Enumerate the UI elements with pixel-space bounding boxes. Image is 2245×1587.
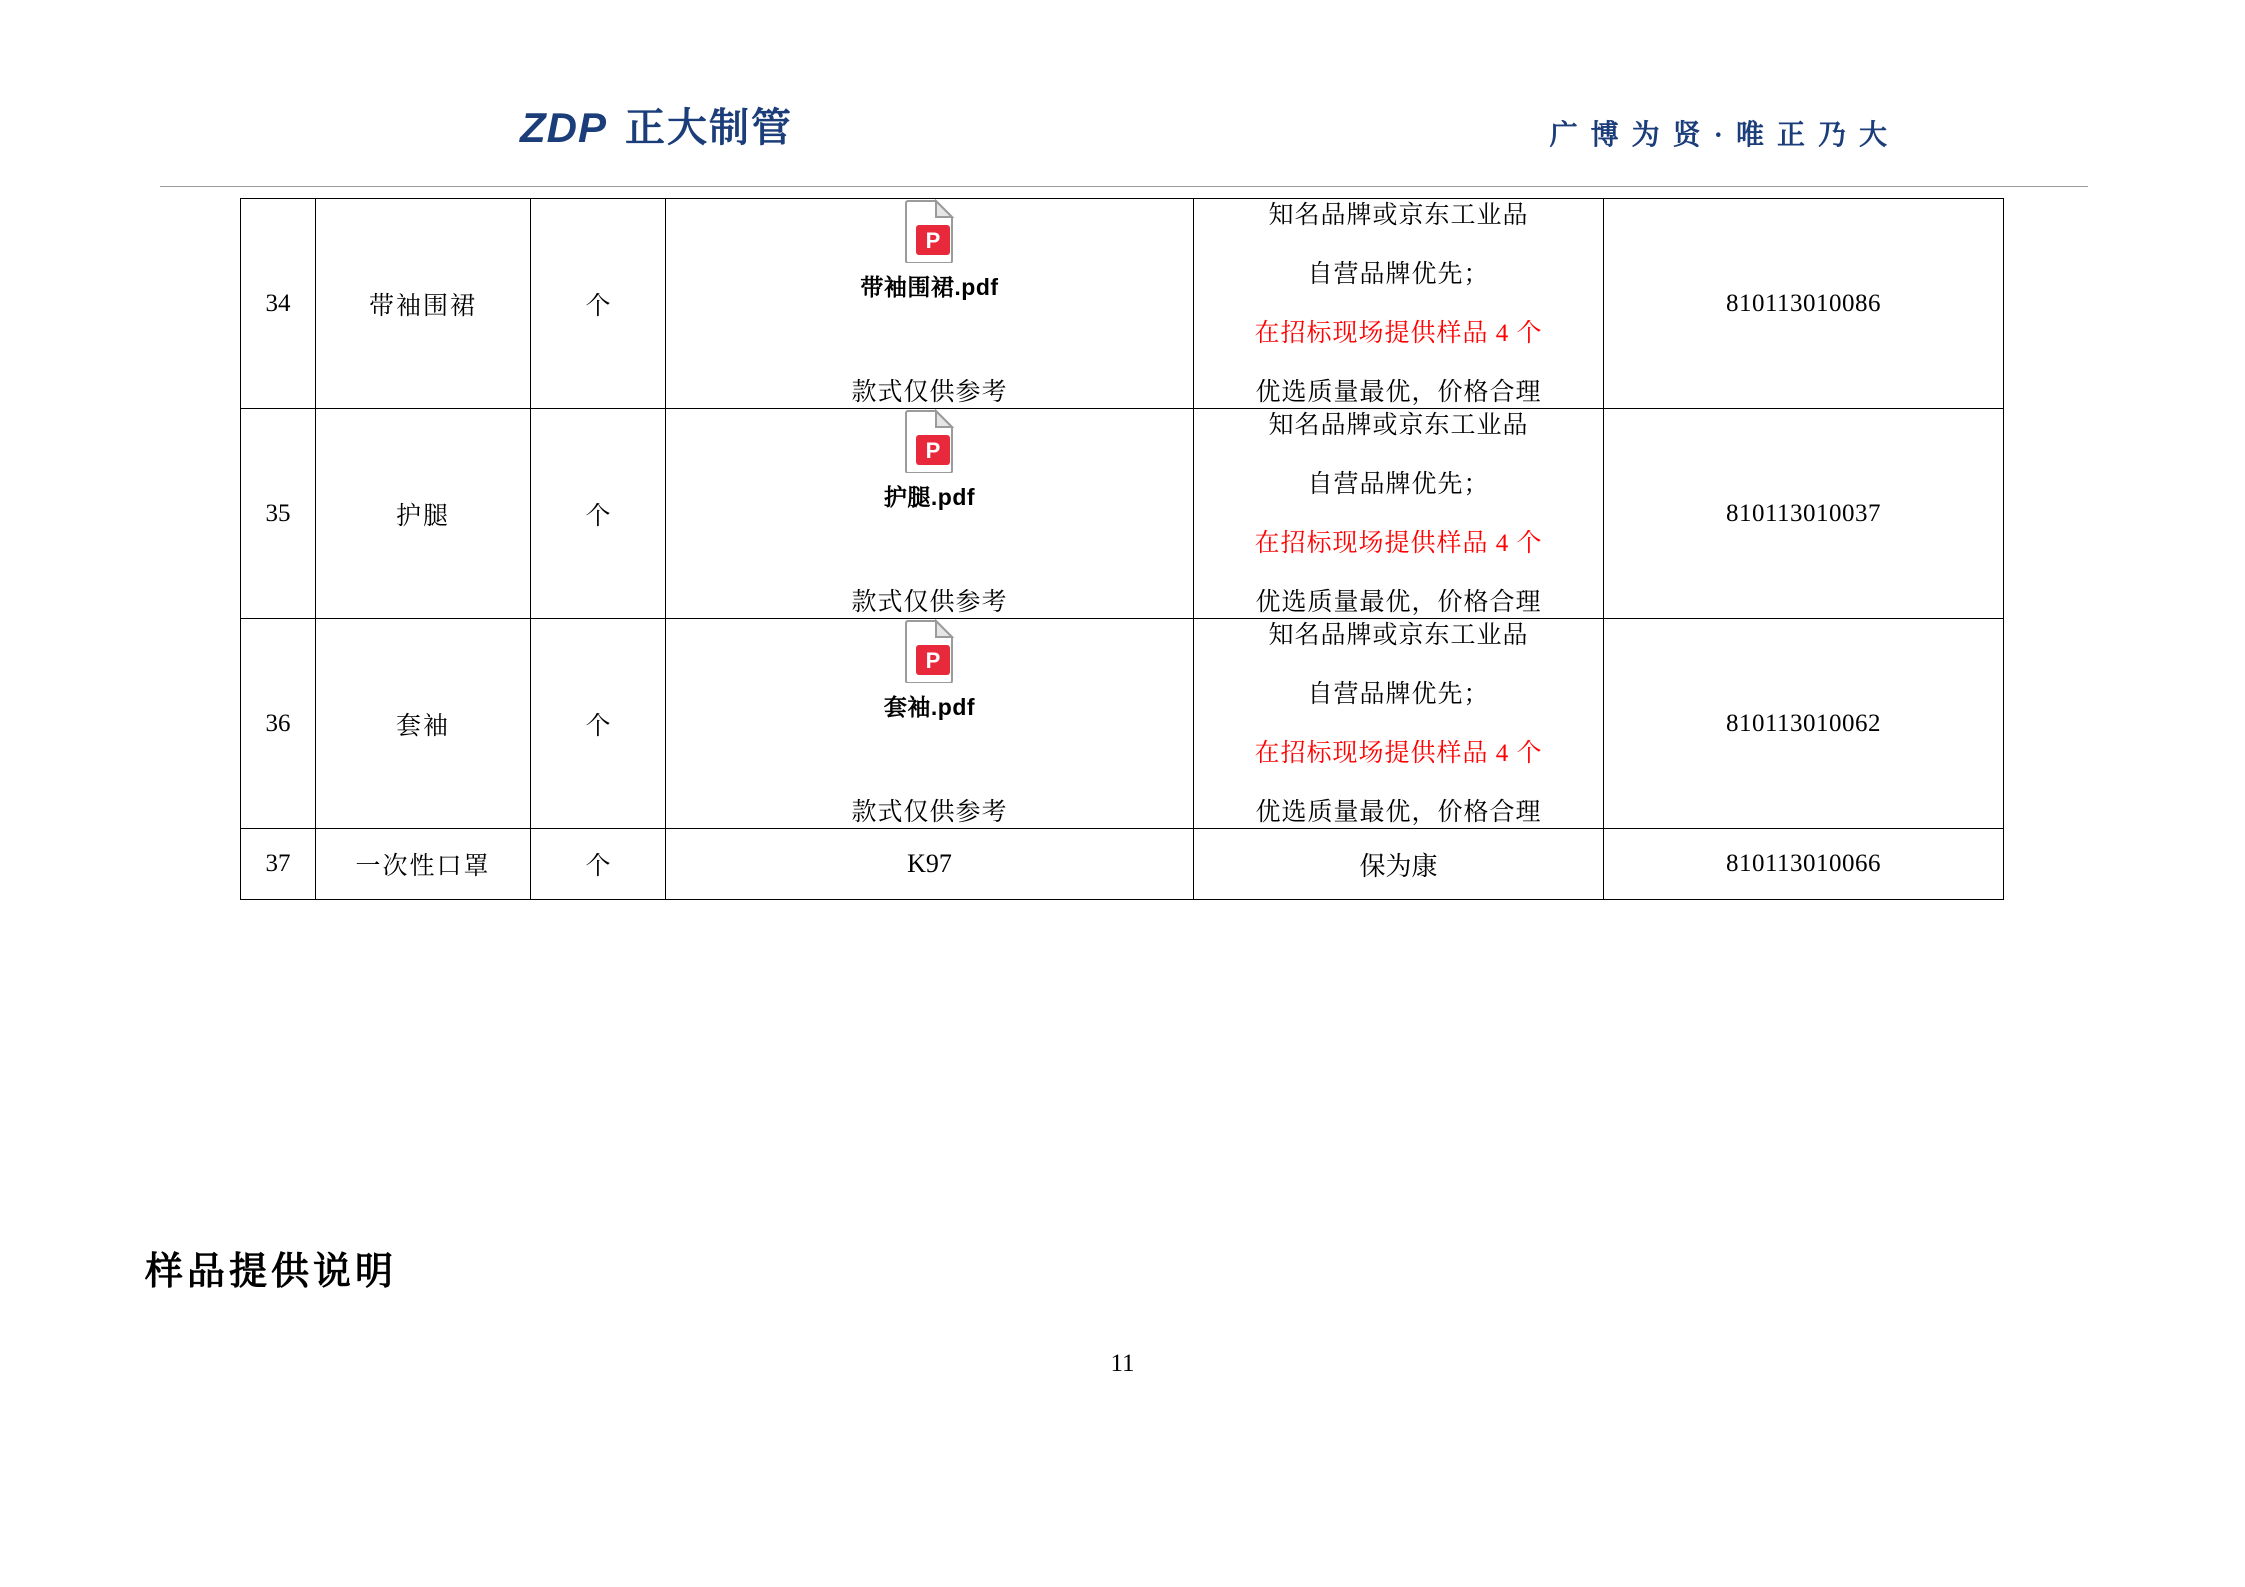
logo-company-name: 正大制管 [625, 106, 793, 150]
requirement-line: 自营品牌优先； [1307, 470, 1490, 498]
row-material-code: 810113010037 [1604, 409, 2004, 619]
table-row [241, 409, 2004, 619]
company-slogan: 广 博 为 贤 · 唯 正 乃 大 [1549, 120, 1890, 151]
header-divider [160, 186, 2088, 187]
row-requirements: 保为康 [1194, 829, 1604, 900]
pdf-file-icon [904, 409, 956, 473]
spec-note: 款式仅供参考 [851, 589, 1008, 616]
row-index: 36 [241, 619, 316, 829]
row-index: 37 [241, 829, 316, 900]
pdf-file-name: 带袖围裙.pdf [860, 274, 999, 300]
row-unit: 个 [531, 199, 666, 409]
requirement-line: 自营品牌优先； [1307, 260, 1490, 288]
pdf-file-name: 套袖.pdf [883, 694, 976, 720]
requirement-line: 优选质量最优，价格合理 [1255, 588, 1542, 616]
table-row [241, 619, 2004, 829]
row-item-name: 护腿 [316, 409, 531, 619]
requirement-line: 知名品牌或京东工业品 [1268, 621, 1529, 649]
logo-mark-text: ZDP [520, 104, 607, 151]
requirement-line: 知名品牌或京东工业品 [1268, 201, 1529, 229]
pdf-file-name: 护腿.pdf [883, 484, 976, 510]
row-spec: K97 [666, 829, 1194, 900]
requirement-line: 自营品牌优先； [1307, 680, 1490, 708]
svg-text:P: P [925, 648, 940, 673]
page-header [160, 105, 2090, 185]
row-unit: 个 [531, 409, 666, 619]
row-unit: 个 [531, 829, 666, 900]
row-requirements [1194, 199, 1604, 409]
row-requirements [1194, 409, 1604, 619]
requirement-line-highlight: 在招标现场提供样品 4 个 [1254, 739, 1543, 767]
svg-text:P: P [925, 228, 940, 253]
row-item-name: 带袖围裙 [316, 199, 531, 409]
requirement-line: 优选质量最优，价格合理 [1255, 798, 1542, 826]
row-unit: 个 [531, 619, 666, 829]
row-material-code: 810113010086 [1604, 199, 2004, 409]
table-row [241, 829, 2004, 900]
spec-note: 款式仅供参考 [851, 799, 1008, 826]
requirement-line: 知名品牌或京东工业品 [1268, 411, 1529, 439]
company-logo [520, 105, 793, 151]
row-index: 35 [241, 409, 316, 619]
row-item-name: 一次性口罩 [316, 829, 531, 900]
spec-note: 款式仅供参考 [851, 379, 1008, 406]
requirement-line-highlight: 在招标现场提供样品 4 个 [1254, 319, 1543, 347]
pdf-file-icon [904, 199, 956, 263]
section-heading: 样品提供说明 [145, 1251, 398, 1293]
row-material-code: 810113010062 [1604, 619, 2004, 829]
row-requirements [1194, 619, 1604, 829]
items-table [240, 198, 2004, 900]
requirement-line-highlight: 在招标现场提供样品 4 个 [1254, 529, 1543, 557]
row-material-code: 810113010066 [1604, 829, 2004, 900]
requirement-line: 优选质量最优，价格合理 [1255, 378, 1542, 406]
row-spec [666, 199, 1194, 409]
table-row [241, 199, 2004, 409]
pdf-file-icon [904, 619, 956, 683]
row-item-name: 套袖 [316, 619, 531, 829]
row-spec [666, 619, 1194, 829]
row-index: 34 [241, 199, 316, 409]
svg-text:P: P [925, 438, 940, 463]
row-spec [666, 409, 1194, 619]
page-number: 11 [1110, 1350, 1135, 1377]
